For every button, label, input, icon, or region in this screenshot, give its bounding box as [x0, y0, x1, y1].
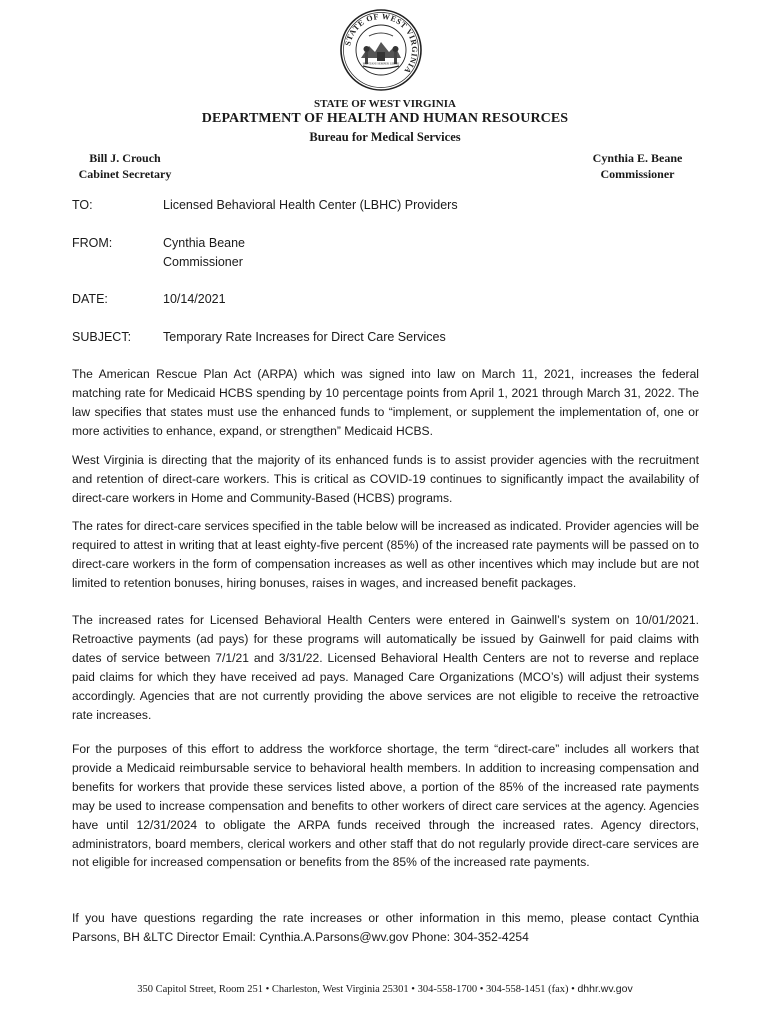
commissioner-block	[575, 150, 700, 182]
cabinet-secretary-block	[70, 150, 180, 182]
state-seal-icon	[339, 8, 423, 92]
body-paragraph-direct-care: For the purposes of this effort to address the workforce shortage, the term “direct-care” includes all workers that provide a Medicaid reimbursable service to behavioral health members. In addition to increasing compensation and benefits for workers that provide these services listed above, a portion of the 85% of the increased rate payments may be used to increase compensation and benefits to other workers of direct care services at the agency. Agencies have until 12/31/2024 to obligate the ARPA funds received through the increased rates. Agency directors, administrators, board members, clerical workers and other staff that do not regularly provide direct-care services are not eligible for increased compensation or benefits from the 85% of the increased rate payments.	[72, 742, 699, 870]
commissioner-title: Commissioner	[600, 167, 675, 181]
from-title: Commissioner	[163, 255, 243, 269]
date-label: DATE:	[72, 292, 108, 306]
subject-value: Temporary Rate Increases for Direct Care Services	[163, 330, 446, 344]
body-paragraph-contact: If you have questions regarding the rate increases or other information in this memo, please contact Cynthia Parsons, BH &LTC Director Email: Cynthia.A.Parsons@wv.gov Phone: 304-352-4254	[72, 911, 699, 944]
secretary-title: Cabinet Secretary	[78, 167, 172, 181]
subject-label: SUBJECT:	[72, 330, 132, 344]
to-label: TO:	[72, 198, 93, 212]
state-heading: STATE OF WEST VIRGINIA	[314, 98, 456, 110]
footer-website-link[interactable]: dhhr.wv.gov	[577, 983, 633, 995]
body-paragraph-arpa: The American Rescue Plan Act (ARPA) which was signed into law on March 11, 2021, increases the federal matching rate for Medicaid HCBS spending by 10 percentage points from April 1, 2021 through March 31, 2022. The law specifies that states must use the enhanced funds to “implement, or supplement the implementation of, one or more activities to enhance, expand, or strengthen” Medicaid HCBS.	[72, 367, 699, 438]
from-name: Cynthia Beane	[163, 236, 246, 250]
body-paragraph-gainwell: The increased rates for Licensed Behavioral Health Centers were entered in Gainwell’s system on 10/01/2021. Retroactive payments (ad pays) for these programs will automatically be issued by Gainwell for paid claims with dates of service between 7/1/21 and 3/31/22. Licensed Behavioral Health Centers are not to reverse and replace paid claims for which they have received ad pays. Managed Care Organizations (MCO’s) will adjust their systems accordingly. Agencies that are not currently providing the above services are not eligible to receive the retroactive rate increases.	[72, 613, 699, 722]
body-paragraph-rates: The rates for direct-care services specified in the table below will be increased as indicated. Provider agencies will be required to attest in writing that at least eighty-five percent (85%) of the increased rate payments will be passed on to direct-care workers in the form of compensation increases as well as other incentives which may include but are not limited to retention bonuses, hiring bonuses, raises in wages, and increased benefit packages.	[72, 519, 699, 590]
from-label: FROM:	[72, 236, 113, 250]
footer-address	[0, 983, 770, 995]
secretary-name: Bill J. Crouch	[89, 151, 161, 165]
seal-motto: MONTANI SEMPER LIBERI	[362, 61, 400, 66]
commissioner-name: Cynthia E. Beane	[592, 151, 683, 165]
to-value: Licensed Behavioral Health Center (LBHC) Providers	[163, 198, 458, 212]
department-heading: DEPARTMENT OF HEALTH AND HUMAN RESOURCES	[201, 111, 569, 126]
date-value: 10/14/2021	[163, 292, 226, 306]
bureau-heading: Bureau for Medical Services	[309, 130, 461, 144]
seal-ring-text: STATE OF WEST VIRGINIA	[343, 11, 420, 76]
footer-address-text: 350 Capitol Street, Room 251 • Charleston, West Virginia 25301 • 304-558-1700 • 304-558-1451 (fax) •	[137, 984, 578, 995]
body-paragraph-direction: West Virginia is directing that the majority of its enhanced funds is to assist provider agencies with the recruitment and retention of direct-care workers. This is critical as COVID-19 continues to significantly impact the availability of direct-care workers in Home and Community-Based (HCBS) programs.	[72, 453, 699, 505]
